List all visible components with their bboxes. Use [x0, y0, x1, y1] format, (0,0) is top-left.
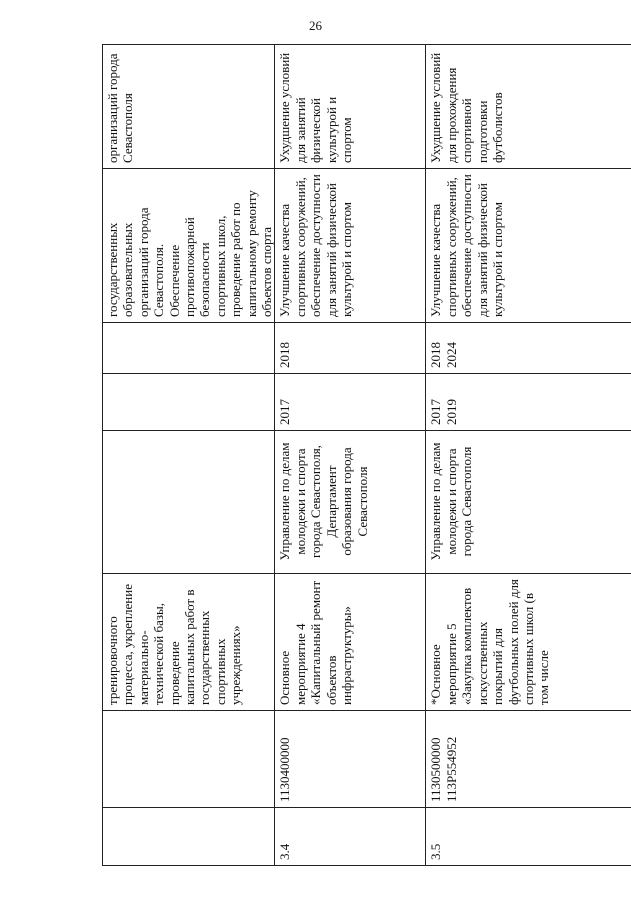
row-number	[103, 808, 275, 866]
row-end-year	[103, 323, 275, 374]
table-row	[426, 45, 631, 866]
row-code: 1130500000 113P554952	[426, 711, 631, 808]
row-number: 3.5	[426, 808, 631, 866]
row-measure-name: *Основное мероприятие 5 «Закупка комплектов искусственных покрытий для футбольных полей для спортивных школ (в том числе	[426, 574, 631, 711]
table-row	[275, 45, 426, 866]
row-code	[103, 711, 275, 808]
row-measure-name: Основное мероприятие 4 «Капитальный ремонт объектов инфраструктуры»	[275, 574, 426, 711]
row-consequence: организаций города Севастополя	[103, 45, 275, 169]
measures-table	[102, 44, 631, 866]
row-executor	[103, 431, 275, 574]
row-expected-result: Улучшение качества спортивных сооружений, обеспечение доступности для занятий физической культурой и спортом	[275, 169, 426, 323]
row-end-year: 2018	[275, 323, 426, 374]
row-measure-name: тренировочного процесса, укрепление материально-технической базы, проведение капитальных работ в государственных спортивных учреждениях»	[103, 574, 275, 711]
row-number: 3.4	[275, 808, 426, 866]
row-expected-result: государственных образовательных организаций города Севастополя. Обеспечение противопожарной безопасности спортивных школ, проведение работ по капитальному ремонту объектов спорта	[103, 169, 275, 323]
row-start-year	[103, 374, 275, 431]
row-expected-result: Улучшение качества спортивных сооружений, обеспечение доступности для занятий физической культурой и спортом	[426, 169, 631, 323]
row-start-year: 2017 2019	[426, 374, 631, 431]
table-row	[103, 45, 275, 866]
row-consequence: Ухудшение условий для занятий физической культурой и спортом	[275, 45, 426, 169]
rotated-table-wrapper	[102, 45, 617, 866]
row-code: 1130400000	[275, 711, 426, 808]
row-end-year: 2018 2024	[426, 323, 631, 374]
page-number: 26	[309, 18, 322, 33]
row-executor: Управление по делам молодежи и спорта города Севастополя	[426, 431, 631, 574]
row-consequence: Ухудшение условий для прохождения спортивной подготовки футболистов	[426, 45, 631, 169]
row-executor: Управление по делам молодежи и спорта города Севастополя, Департамент образования города Севастополя	[275, 431, 426, 574]
row-start-year: 2017	[275, 374, 426, 431]
